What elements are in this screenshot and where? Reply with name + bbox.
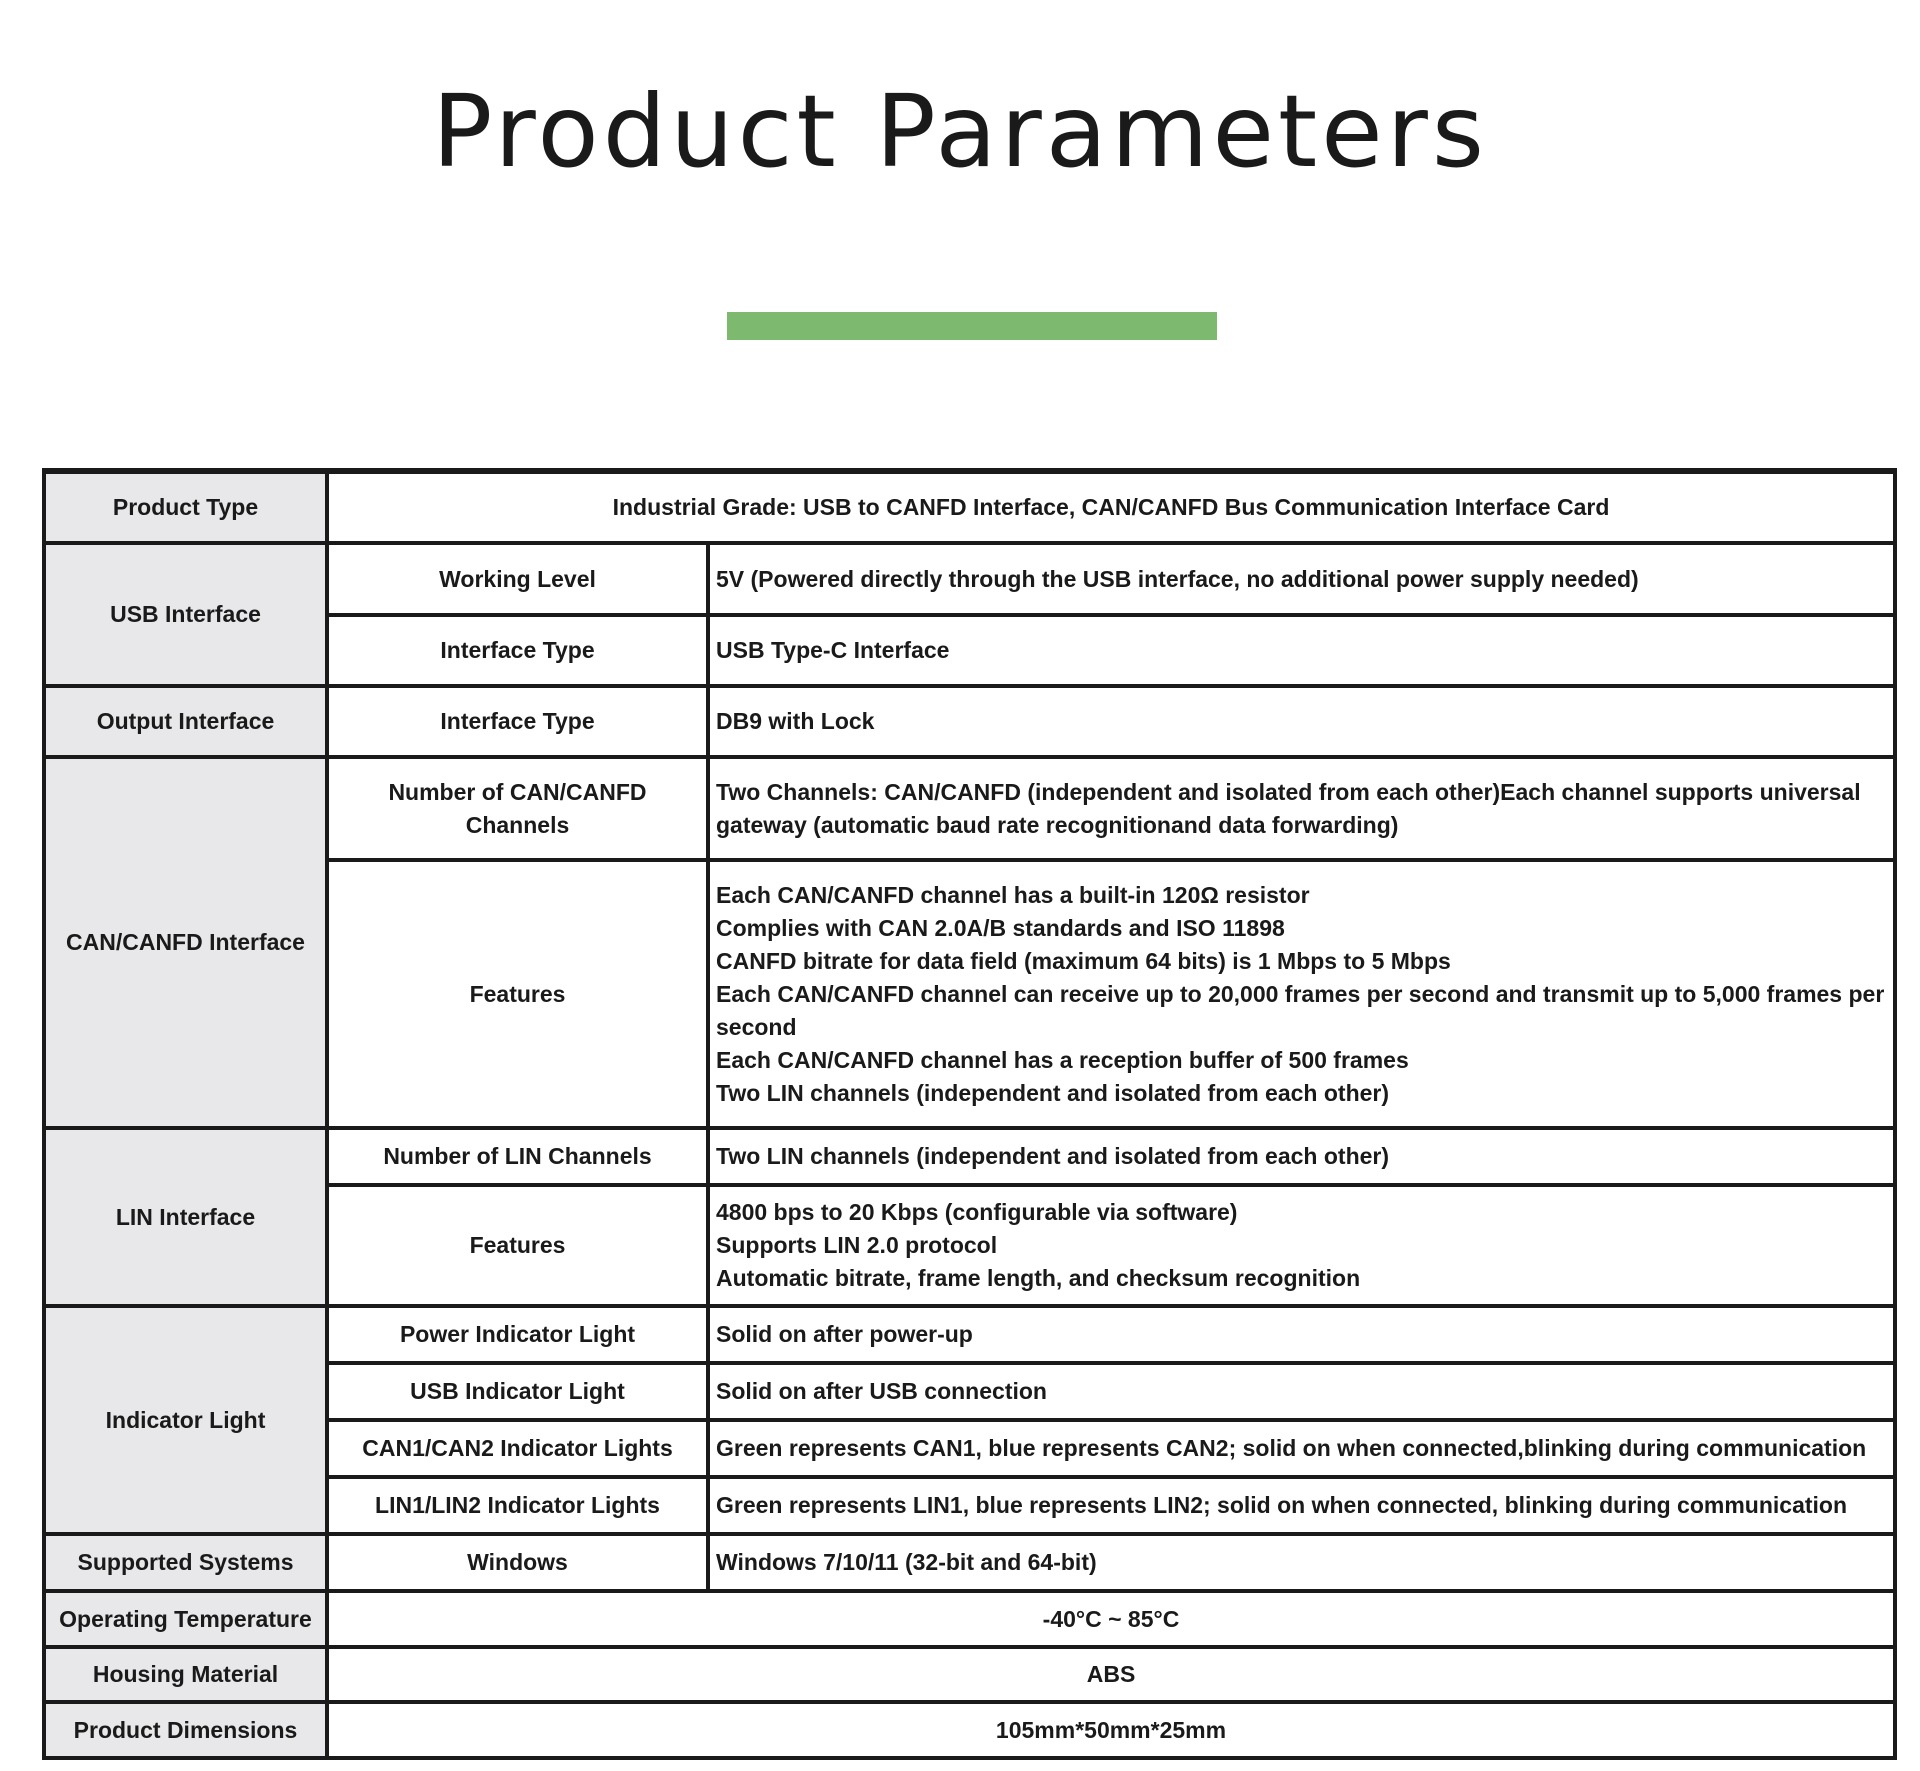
param-value-cell: Solid on after power-up — [708, 1306, 1895, 1363]
param-name-cell: Features — [327, 1185, 708, 1306]
category-cell-product-type: Product Type — [44, 471, 327, 543]
param-value-cell: 5V (Powered directly through the USB interface, no additional power supply needed) — [708, 543, 1895, 615]
table-row — [44, 686, 1895, 757]
param-name-cell: LIN1/LIN2 Indicator Lights — [327, 1477, 708, 1534]
category-cell-usb-interface: USB Interface — [44, 543, 327, 686]
table-row — [44, 1534, 1895, 1591]
value-line: CANFD bitrate for data field (maximum 64 bits) is 1 Mbps to 5 Mbps — [716, 947, 1451, 974]
table-row — [44, 1306, 1895, 1363]
param-value-cell: Green represents CAN1, blue represents CAN2; solid on when connected,blinking during communication — [708, 1420, 1895, 1477]
param-value-cell — [708, 1185, 1895, 1306]
value-line: Each CAN/CANFD channel has a built-in 120Ω resistor — [716, 881, 1310, 908]
param-value-cell: Solid on after USB connection — [708, 1363, 1895, 1420]
param-name-cell: Number of CAN/CANFD Channels — [327, 757, 708, 860]
param-name-cell: Features — [327, 860, 708, 1128]
param-value-cell — [708, 757, 1895, 860]
product-parameters-table — [42, 468, 1897, 1760]
value-line: Each CAN/CANFD channel has a reception buffer of 500 frames — [716, 1046, 1409, 1073]
title-underline-bar — [727, 312, 1217, 340]
param-name-cell: USB Indicator Light — [327, 1363, 708, 1420]
table-row — [44, 1702, 1895, 1758]
value-line: Complies with CAN 2.0A/B standards and ISO 11898 — [716, 914, 1285, 941]
value-line: Each CAN/CANFD channel can receive up to 20,000 frames per second and transmit up to 5,000 frames per — [716, 980, 1885, 1007]
value-line: Supports LIN 2.0 protocol — [716, 1232, 998, 1258]
table-row — [44, 757, 1895, 860]
value-line: 4800 bps to 20 Kbps (configurable via software) — [716, 1199, 1238, 1225]
value-line: second — [716, 1013, 797, 1040]
category-cell-supported-systems: Supported Systems — [44, 1534, 327, 1591]
category-cell-indicator-light: Indicator Light — [44, 1306, 327, 1534]
table-row — [44, 471, 1895, 543]
value-line: Two Channels: CAN/CANFD (independent and isolated from each other)Each channel supports universal — [716, 778, 1861, 805]
param-name-cell: Interface Type — [327, 615, 708, 686]
value-cell-operating-temperature: -40°C ~ 85°C — [327, 1591, 1895, 1647]
param-name-cell: CAN1/CAN2 Indicator Lights — [327, 1420, 708, 1477]
param-value-cell: Two LIN channels (independent and isolated from each other) — [708, 1128, 1895, 1185]
category-cell-can-interface: CAN/CANFD Interface — [44, 757, 327, 1128]
category-cell-operating-temperature: Operating Temperature — [44, 1591, 327, 1647]
value-line: Automatic bitrate, frame length, and checksum recognition — [716, 1265, 1361, 1291]
category-cell-product-dimensions: Product Dimensions — [44, 1702, 327, 1758]
param-name-cell: Working Level — [327, 543, 708, 615]
param-name-cell: Interface Type — [327, 686, 708, 757]
param-value-cell — [708, 860, 1895, 1128]
param-value-cell: Green represents LIN1, blue represents LIN2; solid on when connected, blinking during communication — [708, 1477, 1895, 1534]
category-cell-housing-material: Housing Material — [44, 1647, 327, 1702]
page-title: Product Parameters — [432, 73, 1488, 190]
table-row — [44, 1647, 1895, 1702]
table-row — [44, 1591, 1895, 1647]
value-cell-product-type: Industrial Grade: USB to CANFD Interface, CAN/CANFD Bus Communication Interface Card — [327, 471, 1895, 543]
table-row — [44, 1128, 1895, 1185]
param-name-cell: Windows — [327, 1534, 708, 1591]
value-line: Two LIN channels (independent and isolated from each other) — [716, 1079, 1390, 1106]
param-value-cell: DB9 with Lock — [708, 686, 1895, 757]
param-value-cell: Windows 7/10/11 (32-bit and 64-bit) — [708, 1534, 1895, 1591]
param-name-cell: Number of LIN Channels — [327, 1128, 708, 1185]
category-cell-output-interface: Output Interface — [44, 686, 327, 757]
value-line: gateway (automatic baud rate recognitionand data forwarding) — [716, 811, 1399, 838]
param-name-cell: Power Indicator Light — [327, 1306, 708, 1363]
value-cell-product-dimensions: 105mm*50mm*25mm — [327, 1702, 1895, 1758]
param-value-cell: USB Type-C Interface — [708, 615, 1895, 686]
category-cell-lin-interface: LIN Interface — [44, 1128, 327, 1306]
value-cell-housing-material: ABS — [327, 1647, 1895, 1702]
table-row — [44, 543, 1895, 615]
